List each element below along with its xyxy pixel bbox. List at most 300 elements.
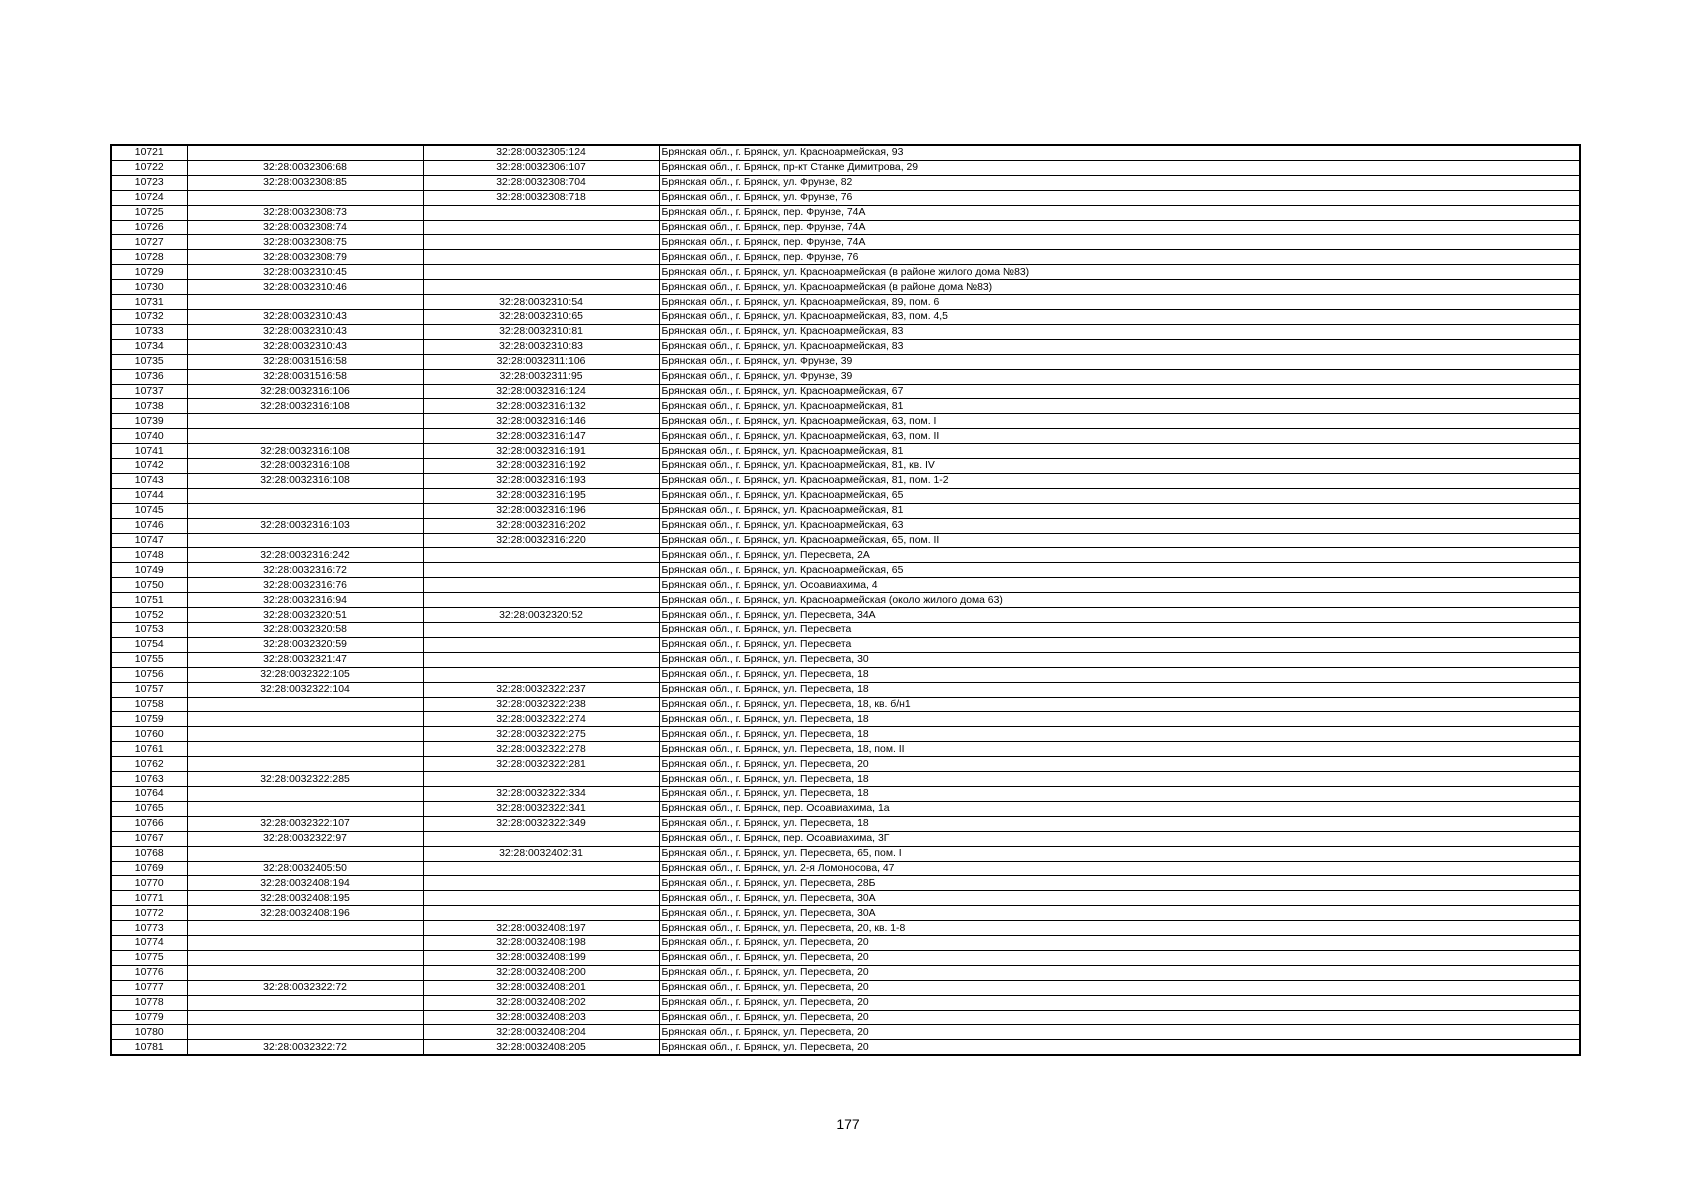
- object-cadastral-number-cell: [423, 578, 659, 593]
- row-number-cell: 10771: [111, 891, 187, 906]
- row-number-cell: 10775: [111, 950, 187, 965]
- object-cadastral-number-cell: [423, 250, 659, 265]
- land-cadastral-number-cell: 32:28:0032322:285: [187, 772, 423, 787]
- table-row: [111, 429, 1580, 444]
- address-cell: Брянская обл., г. Брянск, ул. Красноармейская, 93: [659, 145, 1580, 160]
- row-number-cell: 10758: [111, 697, 187, 712]
- address-cell: Брянская обл., г. Брянск, ул. Красноармейская, 81: [659, 503, 1580, 518]
- table-row: [111, 414, 1580, 429]
- object-cadastral-number-cell: 32:28:0032316:132: [423, 399, 659, 414]
- row-number-cell: 10723: [111, 175, 187, 190]
- address-cell: Брянская обл., г. Брянск, ул. Пересвета: [659, 623, 1580, 638]
- object-cadastral-number-cell: 32:28:0032310:81: [423, 324, 659, 339]
- address-cell: Брянская обл., г. Брянск, ул. Пересвета, 20, кв. 1-8: [659, 921, 1580, 936]
- table-row: [111, 444, 1580, 459]
- land-cadastral-number-cell: [187, 995, 423, 1010]
- object-cadastral-number-cell: 32:28:0032320:52: [423, 608, 659, 623]
- land-cadastral-number-cell: 32:28:0032308:74: [187, 220, 423, 235]
- row-number-cell: 10752: [111, 608, 187, 623]
- address-cell: Брянская обл., г. Брянск, ул. Красноармейская, 83: [659, 339, 1580, 354]
- address-cell: Брянская обл., г. Брянск, ул. Пересвета, 18: [659, 816, 1580, 831]
- address-cell: Брянская обл., г. Брянск, ул. Пересвета, 30: [659, 652, 1580, 667]
- land-cadastral-number-cell: 32:28:0032310:43: [187, 309, 423, 324]
- address-cell: Брянская обл., г. Брянск, ул. Красноармейская, 65, пом. II: [659, 533, 1580, 548]
- land-cadastral-number-cell: 32:28:0032408:194: [187, 876, 423, 891]
- object-cadastral-number-cell: [423, 563, 659, 578]
- table-row: [111, 593, 1580, 608]
- address-cell: Брянская обл., г. Брянск, ул. Пересвета, 18: [659, 772, 1580, 787]
- address-cell: Брянская обл., г. Брянск, ул. Фрунзе, 82: [659, 175, 1580, 190]
- address-cell: Брянская обл., г. Брянск, ул. Красноармейская, 63: [659, 518, 1580, 533]
- land-cadastral-number-cell: 32:28:0032320:58: [187, 623, 423, 638]
- object-cadastral-number-cell: 32:28:0032408:204: [423, 1025, 659, 1040]
- row-number-cell: 10734: [111, 339, 187, 354]
- object-cadastral-number-cell: [423, 220, 659, 235]
- table-row: [111, 339, 1580, 354]
- address-cell: Брянская обл., г. Брянск, ул. Красноармейская, 65: [659, 563, 1580, 578]
- table-row: [111, 921, 1580, 936]
- object-cadastral-number-cell: 32:28:0032306:107: [423, 160, 659, 175]
- land-cadastral-number-cell: 32:28:0032408:196: [187, 906, 423, 921]
- object-cadastral-number-cell: 32:28:0032316:195: [423, 488, 659, 503]
- row-number-cell: 10754: [111, 637, 187, 652]
- address-cell: Брянская обл., г. Брянск, ул. Пересвета, 20: [659, 950, 1580, 965]
- object-cadastral-number-cell: [423, 637, 659, 652]
- object-cadastral-number-cell: 32:28:0032408:200: [423, 965, 659, 980]
- object-cadastral-number-cell: [423, 667, 659, 682]
- row-number-cell: 10779: [111, 1010, 187, 1025]
- address-cell: Брянская обл., г. Брянск, пр-кт Станке Димитрова, 29: [659, 160, 1580, 175]
- row-number-cell: 10764: [111, 786, 187, 801]
- address-cell: Брянская обл., г. Брянск, ул. Красноармейская, 81: [659, 399, 1580, 414]
- row-number-cell: 10743: [111, 473, 187, 488]
- object-cadastral-number-cell: [423, 772, 659, 787]
- row-number-cell: 10751: [111, 593, 187, 608]
- object-cadastral-number-cell: 32:28:0032408:202: [423, 995, 659, 1010]
- land-cadastral-number-cell: [187, 936, 423, 951]
- object-cadastral-number-cell: 32:28:0032322:281: [423, 757, 659, 772]
- land-cadastral-number-cell: [187, 846, 423, 861]
- object-cadastral-number-cell: 32:28:0032408:199: [423, 950, 659, 965]
- row-number-cell: 10722: [111, 160, 187, 175]
- table-row: [111, 160, 1580, 175]
- object-cadastral-number-cell: [423, 861, 659, 876]
- object-cadastral-number-cell: 32:28:0032316:146: [423, 414, 659, 429]
- row-number-cell: 10761: [111, 742, 187, 757]
- land-cadastral-number-cell: 32:28:0032308:73: [187, 205, 423, 220]
- table-row: [111, 1040, 1580, 1055]
- address-cell: Брянская обл., г. Брянск, ул. Фрунзе, 39: [659, 369, 1580, 384]
- row-number-cell: 10729: [111, 265, 187, 280]
- land-cadastral-number-cell: 32:28:0032316:103: [187, 518, 423, 533]
- table-row: [111, 503, 1580, 518]
- row-number-cell: 10726: [111, 220, 187, 235]
- object-cadastral-number-cell: 32:28:0032322:274: [423, 712, 659, 727]
- row-number-cell: 10735: [111, 354, 187, 369]
- object-cadastral-number-cell: 32:28:0032316:191: [423, 444, 659, 459]
- land-cadastral-number-cell: [187, 503, 423, 518]
- address-cell: Брянская обл., г. Брянск, ул. Пересвета, 20: [659, 936, 1580, 951]
- land-cadastral-number-cell: 32:28:0032308:85: [187, 175, 423, 190]
- table-row: [111, 786, 1580, 801]
- object-cadastral-number-cell: [423, 876, 659, 891]
- row-number-cell: 10760: [111, 727, 187, 742]
- address-cell: Брянская обл., г. Брянск, ул. Пересвета, 18: [659, 667, 1580, 682]
- table-row: [111, 533, 1580, 548]
- object-cadastral-number-cell: 32:28:0032305:124: [423, 145, 659, 160]
- object-cadastral-number-cell: 32:28:0032322:349: [423, 816, 659, 831]
- address-cell: Брянская обл., г. Брянск, ул. Красноармейская, 83: [659, 324, 1580, 339]
- object-cadastral-number-cell: 32:28:0032408:198: [423, 936, 659, 951]
- table-row: [111, 772, 1580, 787]
- table-row: [111, 235, 1580, 250]
- address-cell: Брянская обл., г. Брянск, ул. Красноармейская, 81: [659, 444, 1580, 459]
- table-row: [111, 816, 1580, 831]
- row-number-cell: 10728: [111, 250, 187, 265]
- address-cell: Брянская обл., г. Брянск, ул. Пересвета, 18, кв. б/н1: [659, 697, 1580, 712]
- land-cadastral-number-cell: [187, 1010, 423, 1025]
- address-cell: Брянская обл., г. Брянск, ул. Красноармейская (около жилого дома 63): [659, 593, 1580, 608]
- address-cell: Брянская обл., г. Брянск, пер. Фрунзе, 74А: [659, 235, 1580, 250]
- object-cadastral-number-cell: 32:28:0032316:192: [423, 459, 659, 474]
- address-cell: Брянская обл., г. Брянск, ул. Осоавиахима, 4: [659, 578, 1580, 593]
- object-cadastral-number-cell: 32:28:0032310:65: [423, 309, 659, 324]
- object-cadastral-number-cell: 32:28:0032322:238: [423, 697, 659, 712]
- row-number-cell: 10757: [111, 682, 187, 697]
- address-cell: Брянская обл., г. Брянск, пер. Фрунзе, 74А: [659, 205, 1580, 220]
- land-cadastral-number-cell: [187, 414, 423, 429]
- table-row: [111, 145, 1580, 160]
- row-number-cell: 10756: [111, 667, 187, 682]
- address-cell: Брянская обл., г. Брянск, ул. Пересвета, 18: [659, 786, 1580, 801]
- object-cadastral-number-cell: [423, 205, 659, 220]
- table-row: [111, 295, 1580, 310]
- table-row: [111, 205, 1580, 220]
- address-cell: Брянская обл., г. Брянск, ул. Красноармейская, 81, кв. IV: [659, 459, 1580, 474]
- land-cadastral-number-cell: [187, 950, 423, 965]
- land-cadastral-number-cell: 32:28:0032316:106: [187, 384, 423, 399]
- row-number-cell: 10731: [111, 295, 187, 310]
- address-cell: Брянская обл., г. Брянск, ул. Пересвета, 65, пом. I: [659, 846, 1580, 861]
- land-cadastral-number-cell: [187, 145, 423, 160]
- address-cell: Брянская обл., г. Брянск, ул. Красноармейская (в районе дома №83): [659, 280, 1580, 295]
- land-cadastral-number-cell: 32:28:0032322:72: [187, 1040, 423, 1055]
- row-number-cell: 10740: [111, 429, 187, 444]
- land-cadastral-number-cell: 32:28:0032316:108: [187, 459, 423, 474]
- table-row: [111, 220, 1580, 235]
- object-cadastral-number-cell: 32:28:0032316:220: [423, 533, 659, 548]
- row-number-cell: 10745: [111, 503, 187, 518]
- object-cadastral-number-cell: 32:28:0032322:341: [423, 801, 659, 816]
- table-row: [111, 518, 1580, 533]
- land-cadastral-number-cell: 32:28:0032322:97: [187, 831, 423, 846]
- row-number-cell: 10759: [111, 712, 187, 727]
- table-row: [111, 548, 1580, 563]
- object-cadastral-number-cell: [423, 623, 659, 638]
- land-cadastral-number-cell: 32:28:0031516:58: [187, 354, 423, 369]
- address-cell: Брянская обл., г. Брянск, пер. Фрунзе, 74А: [659, 220, 1580, 235]
- object-cadastral-number-cell: 32:28:0032310:83: [423, 339, 659, 354]
- table-row: [111, 801, 1580, 816]
- row-number-cell: 10730: [111, 280, 187, 295]
- object-cadastral-number-cell: 32:28:0032322:334: [423, 786, 659, 801]
- address-cell: Брянская обл., г. Брянск, ул. Пересвета, 18, пом. II: [659, 742, 1580, 757]
- land-cadastral-number-cell: 32:28:0032310:43: [187, 324, 423, 339]
- land-cadastral-number-cell: 32:28:0032316:108: [187, 444, 423, 459]
- land-cadastral-number-cell: [187, 697, 423, 712]
- table-row: [111, 175, 1580, 190]
- address-cell: Брянская обл., г. Брянск, ул. Пересвета, 2А: [659, 548, 1580, 563]
- land-cadastral-number-cell: 32:28:0032321:47: [187, 652, 423, 667]
- row-number-cell: 10739: [111, 414, 187, 429]
- row-number-cell: 10742: [111, 459, 187, 474]
- address-cell: Брянская обл., г. Брянск, ул. Красноармейская, 65: [659, 488, 1580, 503]
- land-cadastral-number-cell: [187, 757, 423, 772]
- land-cadastral-number-cell: [187, 190, 423, 205]
- row-number-cell: 10781: [111, 1040, 187, 1055]
- address-cell: Брянская обл., г. Брянск, ул. Фрунзе, 39: [659, 354, 1580, 369]
- table-row: [111, 846, 1580, 861]
- object-cadastral-number-cell: 32:28:0032322:275: [423, 727, 659, 742]
- land-cadastral-number-cell: 32:28:0032306:68: [187, 160, 423, 175]
- row-number-cell: 10766: [111, 816, 187, 831]
- object-cadastral-number-cell: [423, 831, 659, 846]
- address-cell: Брянская обл., г. Брянск, ул. Красноармейская, 81, пом. 1-2: [659, 473, 1580, 488]
- table-row: [111, 980, 1580, 995]
- address-cell: Брянская обл., г. Брянск, ул. Красноармейская, 67: [659, 384, 1580, 399]
- table-row: [111, 995, 1580, 1010]
- table-row: [111, 488, 1580, 503]
- object-cadastral-number-cell: [423, 891, 659, 906]
- table-row: [111, 354, 1580, 369]
- land-cadastral-number-cell: 32:28:0032322:107: [187, 816, 423, 831]
- table-row: [111, 727, 1580, 742]
- table-row: [111, 876, 1580, 891]
- row-number-cell: 10780: [111, 1025, 187, 1040]
- address-cell: Брянская обл., г. Брянск, ул. Красноармейская, 63, пом. II: [659, 429, 1580, 444]
- object-cadastral-number-cell: 32:28:0032311:95: [423, 369, 659, 384]
- table-row: [111, 608, 1580, 623]
- land-cadastral-number-cell: 32:28:0032310:43: [187, 339, 423, 354]
- land-cadastral-number-cell: 32:28:0031516:58: [187, 369, 423, 384]
- object-cadastral-number-cell: [423, 906, 659, 921]
- row-number-cell: 10746: [111, 518, 187, 533]
- object-cadastral-number-cell: 32:28:0032316:193: [423, 473, 659, 488]
- land-cadastral-number-cell: [187, 1025, 423, 1040]
- row-number-cell: 10750: [111, 578, 187, 593]
- table-row: [111, 623, 1580, 638]
- address-cell: Брянская обл., г. Брянск, ул. Пересвета, 20: [659, 1040, 1580, 1055]
- land-cadastral-number-cell: [187, 801, 423, 816]
- land-cadastral-number-cell: [187, 533, 423, 548]
- object-cadastral-number-cell: 32:28:0032408:203: [423, 1010, 659, 1025]
- row-number-cell: 10727: [111, 235, 187, 250]
- table-row: [111, 697, 1580, 712]
- table-row: [111, 369, 1580, 384]
- object-cadastral-number-cell: 32:28:0032316:196: [423, 503, 659, 518]
- object-cadastral-number-cell: 32:28:0032408:201: [423, 980, 659, 995]
- row-number-cell: 10777: [111, 980, 187, 995]
- table-row: [111, 459, 1580, 474]
- land-cadastral-number-cell: 32:28:0032308:79: [187, 250, 423, 265]
- object-cadastral-number-cell: 32:28:0032316:202: [423, 518, 659, 533]
- row-number-cell: 10765: [111, 801, 187, 816]
- object-cadastral-number-cell: 32:28:0032408:197: [423, 921, 659, 936]
- land-cadastral-number-cell: 32:28:0032322:104: [187, 682, 423, 697]
- object-cadastral-number-cell: 32:28:0032322:237: [423, 682, 659, 697]
- land-cadastral-number-cell: 32:28:0032316:72: [187, 563, 423, 578]
- table-row: [111, 667, 1580, 682]
- land-cadastral-number-cell: 32:28:0032408:195: [187, 891, 423, 906]
- object-cadastral-number-cell: 32:28:0032316:147: [423, 429, 659, 444]
- object-cadastral-number-cell: 32:28:0032402:31: [423, 846, 659, 861]
- row-number-cell: 10774: [111, 936, 187, 951]
- land-cadastral-number-cell: 32:28:0032322:105: [187, 667, 423, 682]
- row-number-cell: 10773: [111, 921, 187, 936]
- address-cell: Брянская обл., г. Брянск, пер. Осоавиахима, 3Г: [659, 831, 1580, 846]
- land-cadastral-number-cell: [187, 742, 423, 757]
- table-row: [111, 280, 1580, 295]
- address-cell: Брянская обл., г. Брянск, ул. Пересвета, 20: [659, 1010, 1580, 1025]
- table-row: [111, 682, 1580, 697]
- object-cadastral-number-cell: 32:28:0032308:704: [423, 175, 659, 190]
- object-cadastral-number-cell: 32:28:0032316:124: [423, 384, 659, 399]
- row-number-cell: 10778: [111, 995, 187, 1010]
- object-cadastral-number-cell: 32:28:0032311:106: [423, 354, 659, 369]
- row-number-cell: 10776: [111, 965, 187, 980]
- row-number-cell: 10767: [111, 831, 187, 846]
- land-cadastral-number-cell: [187, 712, 423, 727]
- address-cell: Брянская обл., г. Брянск, ул. Пересвета, 20: [659, 995, 1580, 1010]
- address-cell: Брянская обл., г. Брянск, ул. Пересвета, 18: [659, 682, 1580, 697]
- address-cell: Брянская обл., г. Брянск, ул. Фрунзе, 76: [659, 190, 1580, 205]
- row-number-cell: 10744: [111, 488, 187, 503]
- object-cadastral-number-cell: [423, 265, 659, 280]
- table-row: [111, 965, 1580, 980]
- address-cell: Брянская обл., г. Брянск, пер. Осоавиахима, 1а: [659, 801, 1580, 816]
- table-row: [111, 950, 1580, 965]
- address-cell: Брянская обл., г. Брянск, ул. Пересвета, 20: [659, 1025, 1580, 1040]
- land-cadastral-number-cell: 32:28:0032320:59: [187, 637, 423, 652]
- table-row: [111, 384, 1580, 399]
- row-number-cell: 10733: [111, 324, 187, 339]
- table-row: [111, 473, 1580, 488]
- table-row: [111, 1025, 1580, 1040]
- land-cadastral-number-cell: [187, 429, 423, 444]
- row-number-cell: 10763: [111, 772, 187, 787]
- table-row: [111, 831, 1580, 846]
- address-cell: Брянская обл., г. Брянск, ул. Красноармейская, 83, пом. 4,5: [659, 309, 1580, 324]
- table-row: [111, 712, 1580, 727]
- row-number-cell: 10741: [111, 444, 187, 459]
- row-number-cell: 10732: [111, 309, 187, 324]
- object-cadastral-number-cell: [423, 548, 659, 563]
- table-row: [111, 190, 1580, 205]
- land-cadastral-number-cell: 32:28:0032308:75: [187, 235, 423, 250]
- row-number-cell: 10724: [111, 190, 187, 205]
- address-cell: Брянская обл., г. Брянск, ул. Пересвета, 28Б: [659, 876, 1580, 891]
- table-row: [111, 637, 1580, 652]
- table-row: [111, 936, 1580, 951]
- table-row: [111, 757, 1580, 772]
- table-row: [111, 250, 1580, 265]
- land-cadastral-number-cell: 32:28:0032316:108: [187, 399, 423, 414]
- table-row: [111, 742, 1580, 757]
- land-cadastral-number-cell: 32:28:0032316:242: [187, 548, 423, 563]
- table-row: [111, 399, 1580, 414]
- land-cadastral-number-cell: 32:28:0032316:94: [187, 593, 423, 608]
- table-row: [111, 652, 1580, 667]
- land-cadastral-number-cell: [187, 295, 423, 310]
- table-row: [111, 861, 1580, 876]
- object-cadastral-number-cell: 32:28:0032310:54: [423, 295, 659, 310]
- row-number-cell: 10755: [111, 652, 187, 667]
- address-cell: Брянская обл., г. Брянск, ул. Пересвета: [659, 637, 1580, 652]
- object-cadastral-number-cell: 32:28:0032408:205: [423, 1040, 659, 1055]
- row-number-cell: 10737: [111, 384, 187, 399]
- object-cadastral-number-cell: [423, 593, 659, 608]
- land-cadastral-number-cell: [187, 965, 423, 980]
- land-cadastral-number-cell: 32:28:0032310:45: [187, 265, 423, 280]
- row-number-cell: 10725: [111, 205, 187, 220]
- row-number-cell: 10753: [111, 623, 187, 638]
- row-number-cell: 10769: [111, 861, 187, 876]
- table-row: [111, 324, 1580, 339]
- records-table: [110, 144, 1581, 1056]
- land-cadastral-number-cell: 32:28:0032320:51: [187, 608, 423, 623]
- land-cadastral-number-cell: [187, 921, 423, 936]
- row-number-cell: 10772: [111, 906, 187, 921]
- row-number-cell: 10770: [111, 876, 187, 891]
- land-cadastral-number-cell: 32:28:0032316:76: [187, 578, 423, 593]
- row-number-cell: 10748: [111, 548, 187, 563]
- object-cadastral-number-cell: [423, 235, 659, 250]
- row-number-cell: 10747: [111, 533, 187, 548]
- object-cadastral-number-cell: 32:28:0032322:278: [423, 742, 659, 757]
- address-cell: Брянская обл., г. Брянск, ул. Красноармейская (в районе жилого дома №83): [659, 265, 1580, 280]
- table-row: [111, 906, 1580, 921]
- address-cell: Брянская обл., г. Брянск, ул. Пересвета, 30А: [659, 891, 1580, 906]
- table-row: [111, 309, 1580, 324]
- row-number-cell: 10768: [111, 846, 187, 861]
- table-row: [111, 265, 1580, 280]
- address-cell: Брянская обл., г. Брянск, ул. Пересвета, 20: [659, 757, 1580, 772]
- table-row: [111, 891, 1580, 906]
- row-number-cell: 10749: [111, 563, 187, 578]
- object-cadastral-number-cell: 32:28:0032308:718: [423, 190, 659, 205]
- address-cell: Брянская обл., г. Брянск, ул. Красноармейская, 89, пом. 6: [659, 295, 1580, 310]
- address-cell: Брянская обл., г. Брянск, ул. Пересвета, 30А: [659, 906, 1580, 921]
- row-number-cell: 10736: [111, 369, 187, 384]
- address-cell: Брянская обл., г. Брянск, пер. Фрунзе, 76: [659, 250, 1580, 265]
- land-cadastral-number-cell: 32:28:0032322:72: [187, 980, 423, 995]
- object-cadastral-number-cell: [423, 652, 659, 667]
- land-cadastral-number-cell: 32:28:0032310:46: [187, 280, 423, 295]
- land-cadastral-number-cell: [187, 727, 423, 742]
- land-cadastral-number-cell: 32:28:0032405:50: [187, 861, 423, 876]
- address-cell: Брянская обл., г. Брянск, ул. Пересвета, 18: [659, 727, 1580, 742]
- land-cadastral-number-cell: [187, 488, 423, 503]
- row-number-cell: 10762: [111, 757, 187, 772]
- table-row: [111, 578, 1580, 593]
- table-row: [111, 563, 1580, 578]
- records-table-body: [111, 145, 1580, 1055]
- address-cell: Брянская обл., г. Брянск, ул. Пересвета, 18: [659, 712, 1580, 727]
- address-cell: Брянская обл., г. Брянск, ул. Пересвета, 20: [659, 980, 1580, 995]
- land-cadastral-number-cell: [187, 786, 423, 801]
- address-cell: Брянская обл., г. Брянск, ул. Пересвета, 34А: [659, 608, 1580, 623]
- row-number-cell: 10738: [111, 399, 187, 414]
